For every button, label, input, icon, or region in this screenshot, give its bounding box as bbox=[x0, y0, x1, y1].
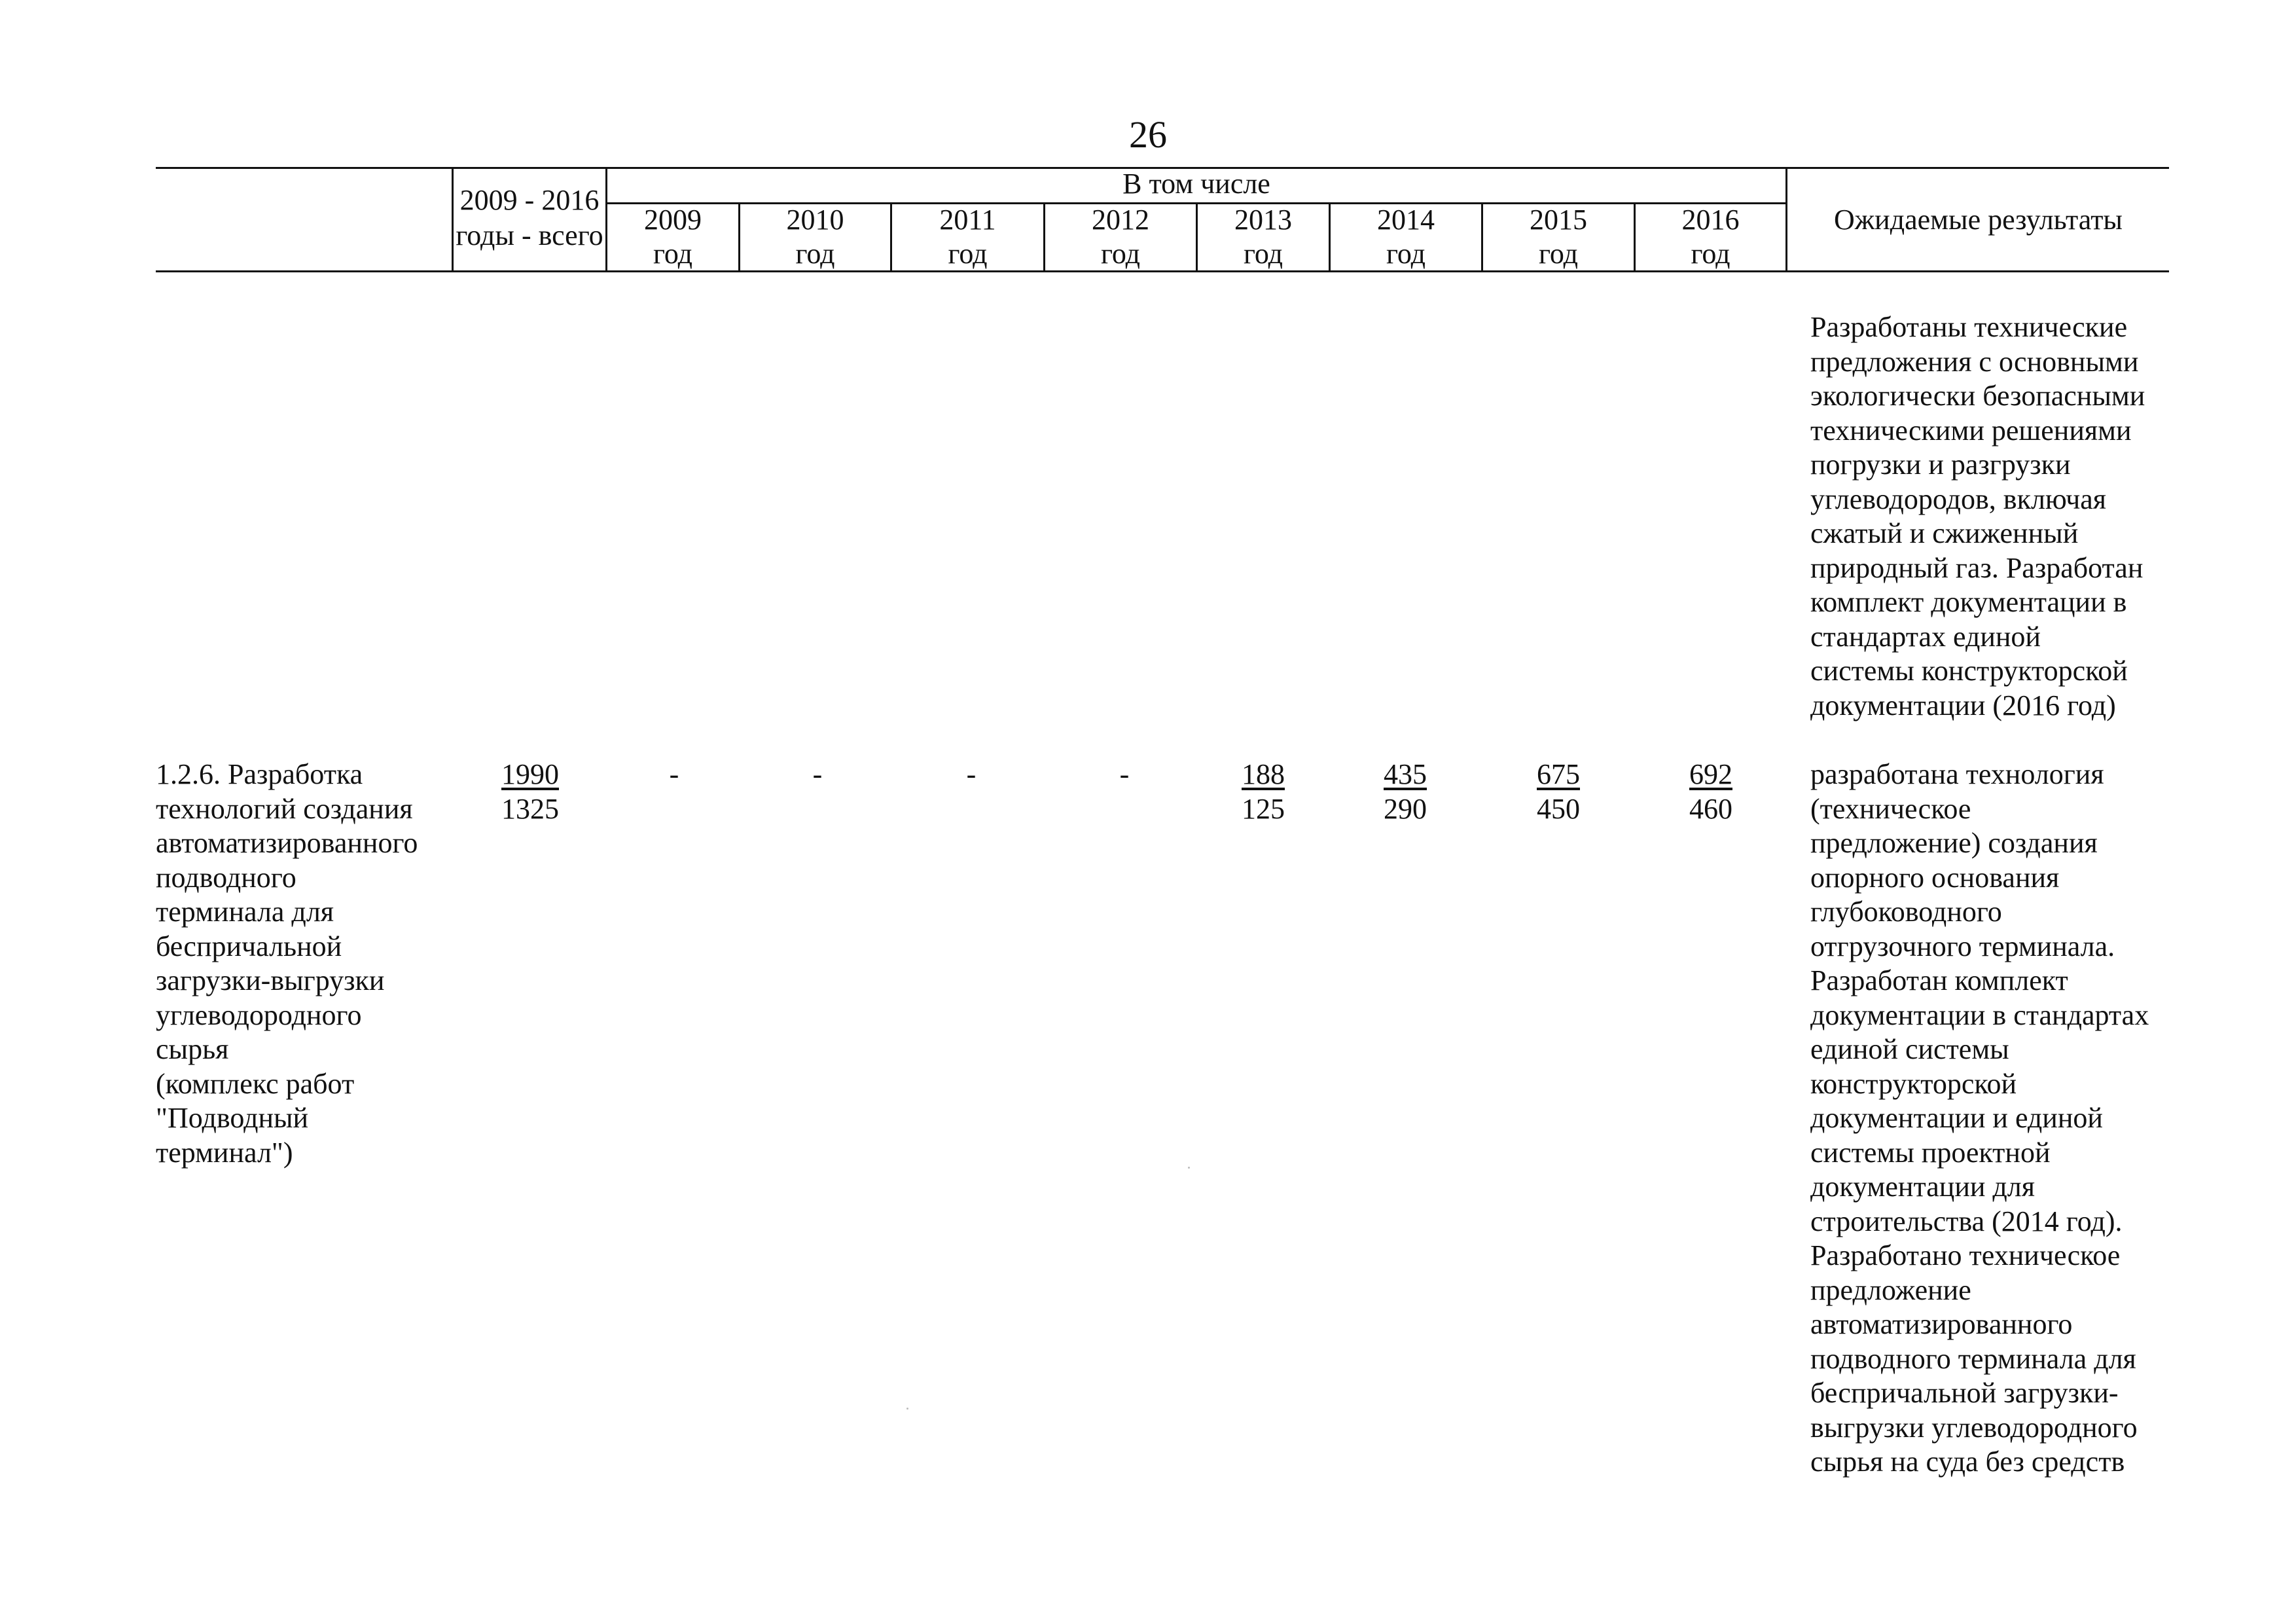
subgroup-header: В том числе bbox=[1122, 168, 1270, 200]
row-name-line: технологий создания bbox=[156, 792, 413, 825]
year-header-2011: 2011 bbox=[939, 204, 996, 236]
year-header-2015: 2015 bbox=[1530, 204, 1587, 236]
row-name bbox=[156, 757, 450, 1170]
result-line: документации и единой bbox=[1810, 1102, 2103, 1134]
row-name-line: сырья bbox=[156, 1033, 229, 1065]
total-header-line1: 2009 - 2016 bbox=[459, 184, 600, 216]
result-line: документации в стандартах bbox=[1810, 998, 2149, 1031]
result-line: углеводородов, включая bbox=[1810, 483, 2106, 515]
value-2009: - bbox=[669, 758, 679, 790]
year-unit-2016: год bbox=[1691, 238, 1731, 270]
result-line: разработана технология bbox=[1810, 758, 2104, 790]
result-line: системы проектной bbox=[1810, 1136, 2051, 1169]
year-unit-2012: год bbox=[1100, 238, 1141, 270]
year-unit-2010: год bbox=[795, 238, 835, 270]
row-name-line: 1.2.6. Разработка bbox=[156, 758, 363, 790]
row-results bbox=[1810, 757, 2177, 1480]
row-name-line: подводного bbox=[156, 861, 296, 894]
year-unit-2013: год bbox=[1243, 238, 1283, 270]
value-2015-bottom: 450 bbox=[1537, 793, 1580, 825]
scan-speck bbox=[1188, 1167, 1190, 1169]
year-unit-2009: год bbox=[653, 238, 693, 270]
result-line: системы конструкторской bbox=[1810, 655, 2128, 687]
row-name-line: автоматизированного bbox=[156, 827, 418, 859]
result-line: строительства (2014 год). bbox=[1810, 1205, 2123, 1237]
result-line: документации для bbox=[1810, 1171, 2035, 1203]
value-2013-top: 188 bbox=[1242, 758, 1285, 790]
result-line: экологически безопасными bbox=[1810, 380, 2145, 412]
result-line: стандартах единой bbox=[1810, 620, 2041, 653]
total-value-bottom: 1325 bbox=[501, 793, 559, 825]
result-line: предложение) создания bbox=[1810, 827, 2098, 859]
year-header-2016: 2016 bbox=[1681, 204, 1740, 236]
total-value-top: 1990 bbox=[501, 758, 559, 790]
year-header-2014: 2014 bbox=[1377, 204, 1435, 236]
result-line: погрузки и разгрузки bbox=[1810, 448, 2071, 481]
value-2014-top: 435 bbox=[1384, 758, 1427, 790]
value-2010: - bbox=[812, 758, 823, 790]
row-name-line: беспричальной bbox=[156, 930, 342, 962]
year-header-2009: 2009 bbox=[644, 204, 702, 236]
result-line: предложение bbox=[1810, 1273, 1971, 1306]
year-header-2010: 2010 bbox=[786, 204, 844, 236]
result-line: (техническое bbox=[1810, 792, 1971, 825]
row-name-line: загрузки-выгрузки bbox=[156, 964, 385, 996]
year-unit-2014: год bbox=[1386, 238, 1426, 270]
result-line: сырья на суда без средств bbox=[1810, 1446, 2125, 1478]
result-line: Разработано техническое bbox=[1810, 1239, 2121, 1271]
result-line: природный газ. Разработан bbox=[1810, 551, 2144, 584]
result-line: глубоководного bbox=[1810, 896, 2002, 928]
continued-results bbox=[1810, 310, 2177, 723]
year-header-2012: 2012 bbox=[1092, 204, 1149, 236]
row-name-line: (комплекс работ bbox=[156, 1067, 355, 1100]
year-header-2013: 2013 bbox=[1234, 204, 1292, 236]
value-2014-bottom: 290 bbox=[1384, 793, 1427, 825]
value-2016-top: 692 bbox=[1689, 758, 1732, 790]
value-2016-bottom: 460 bbox=[1689, 793, 1732, 825]
value-2012: - bbox=[1119, 758, 1130, 790]
row-name-line: "Подводный bbox=[156, 1102, 309, 1134]
row-name-line: терминала для bbox=[156, 896, 334, 928]
row-name-line: углеводородного bbox=[156, 998, 362, 1031]
result-line: выгрузки углеводородного bbox=[1810, 1411, 2138, 1444]
row-name-line: терминал") bbox=[156, 1136, 293, 1169]
result-line: документации (2016 год) bbox=[1810, 689, 2116, 721]
results-header: Ожидаемые результаты bbox=[1834, 204, 2123, 236]
value-2013-bottom: 125 bbox=[1242, 793, 1285, 825]
value-2015-top: 675 bbox=[1537, 758, 1580, 790]
result-line: Разработаны технические bbox=[1810, 311, 2128, 343]
result-line: комплект документации в bbox=[1810, 586, 2127, 618]
result-line: единой системы bbox=[1810, 1033, 2009, 1065]
result-line: техническими решениями bbox=[1810, 414, 2132, 447]
result-line: опорного основания bbox=[1810, 861, 2060, 894]
result-line: сжатый и сжиженный bbox=[1810, 517, 2079, 549]
value-2011: - bbox=[966, 758, 977, 790]
result-line: конструкторской bbox=[1810, 1067, 2017, 1100]
result-line: подводного терминала для bbox=[1810, 1342, 2136, 1375]
page-number: 26 bbox=[1129, 113, 1167, 156]
result-line: отгрузочного терминала. bbox=[1810, 930, 2115, 962]
year-unit-2011: год bbox=[948, 238, 988, 270]
result-line: Разработан комплект bbox=[1810, 964, 2068, 996]
result-line: предложения с основными bbox=[1810, 345, 2139, 378]
result-line: автоматизированного bbox=[1810, 1308, 2073, 1340]
scan-speck bbox=[906, 1408, 908, 1410]
total-header-line2: годы - всего bbox=[456, 219, 603, 251]
year-unit-2015: год bbox=[1538, 238, 1579, 270]
result-line: беспричальной загрузки- bbox=[1810, 1377, 2119, 1409]
